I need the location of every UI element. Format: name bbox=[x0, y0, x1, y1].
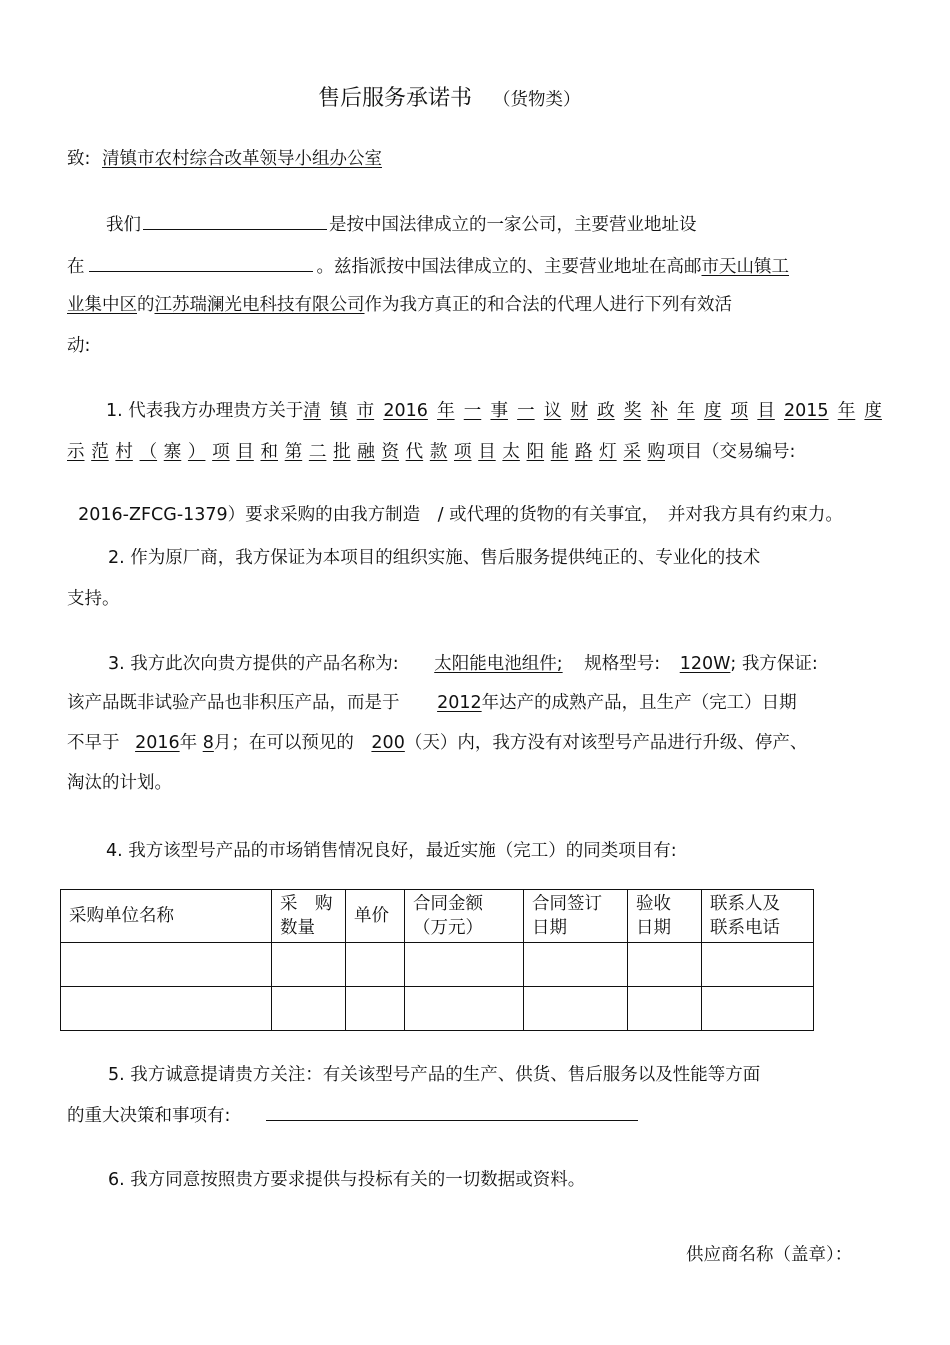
table-header-cell bbox=[524, 890, 628, 943]
project-name-token: 灯 bbox=[599, 442, 617, 462]
project-name-token: 寨 bbox=[163, 442, 182, 462]
project-name-token: 2015 bbox=[784, 401, 829, 421]
item2-line-2 bbox=[67, 588, 120, 610]
project-name-token: 和 bbox=[260, 442, 278, 462]
table-cell[interactable] bbox=[524, 987, 628, 1031]
intro-line-4 bbox=[67, 335, 90, 357]
project-name-token: ） bbox=[187, 442, 206, 462]
project-name-token: 项 bbox=[212, 442, 230, 462]
project-name-token: 市 bbox=[356, 401, 375, 421]
project-name-token: 清 bbox=[303, 401, 321, 421]
project-name-token: 阳 bbox=[526, 442, 545, 462]
header-text: 验收 bbox=[636, 894, 671, 914]
table-cell[interactable] bbox=[702, 943, 814, 987]
header-text: 联系人及 bbox=[710, 894, 780, 914]
project-name-token: （ bbox=[139, 442, 158, 462]
project-name-token: 采 bbox=[623, 442, 641, 462]
agent-address-part: 业集中区 bbox=[67, 295, 137, 315]
decisions-blank[interactable] bbox=[266, 1104, 638, 1121]
header-text: 单价 bbox=[354, 906, 389, 926]
item3-text: ; 我方保证: bbox=[730, 654, 818, 674]
item6-text: 6. 我方同意按照贵方要求提供与投标有关的一切数据或资料。 bbox=[108, 1170, 586, 1190]
item1-line-2 bbox=[67, 441, 839, 463]
project-name-token: 示 bbox=[67, 442, 85, 462]
project-name-token: 政 bbox=[597, 401, 615, 421]
item3-line-1 bbox=[108, 653, 818, 675]
item5-line-2 bbox=[67, 1104, 638, 1127]
item3-text: 淘汰的计划。 bbox=[67, 773, 172, 793]
product-name: 太阳能电池组件; bbox=[434, 654, 563, 674]
project-name-token: 目 bbox=[757, 401, 775, 421]
production-year: 2016 bbox=[135, 733, 180, 753]
item3-line-2 bbox=[67, 692, 797, 714]
header-text: 联系电话 bbox=[710, 918, 780, 938]
project-name-token: 年 bbox=[837, 401, 856, 421]
production-start-year: 2012 bbox=[437, 693, 482, 713]
project-name-part-2 bbox=[67, 441, 665, 463]
project-name-token: 年 bbox=[677, 401, 695, 421]
project-name-token: 一 bbox=[463, 401, 482, 421]
project-name-token: 2016 bbox=[383, 401, 428, 421]
table-cell[interactable] bbox=[61, 987, 272, 1031]
table-cell[interactable] bbox=[405, 987, 524, 1031]
item5-line-1 bbox=[108, 1064, 760, 1086]
item3-text: 年达产的成熟产品，且生产（完工）日期 bbox=[481, 693, 797, 713]
table-header-cell bbox=[346, 890, 405, 943]
item1-line-3 bbox=[67, 482, 843, 526]
address-blank[interactable] bbox=[89, 255, 313, 272]
intro-text: 的 bbox=[137, 295, 155, 315]
recipient-line bbox=[67, 148, 416, 170]
table-header-cell bbox=[702, 890, 814, 943]
project-name-token: 资 bbox=[381, 442, 399, 462]
intro-text: 在 bbox=[67, 257, 85, 277]
project-name-token: 度 bbox=[703, 401, 722, 421]
company-blank[interactable] bbox=[143, 213, 327, 230]
item3-text: 该产品既非试验产品也非积压产品，而是于 bbox=[67, 693, 400, 713]
project-name-token: 代 bbox=[405, 442, 424, 462]
item3-text: 规格型号: bbox=[584, 654, 661, 674]
project-name-token: 项 bbox=[454, 442, 472, 462]
item1-text: 2016-ZFCG-1379）要求采购的由我方制造 / 或代理的货物的有关事宜， 并对我方具有约束力。 bbox=[78, 505, 843, 525]
item5-text: 5. 我方诚意提请贵方关注：有关该型号产品的生产、供货、售后服务以及性能等方面 bbox=[108, 1065, 761, 1085]
intro-line-3 bbox=[67, 294, 732, 316]
item1-text: 1. 代表我方办理贵方关于 bbox=[106, 401, 304, 421]
table-cell[interactable] bbox=[628, 943, 702, 987]
project-name-token: 奖 bbox=[623, 401, 642, 421]
item3-text: （天）内，我方没有对该型号产品进行升级、停产、 bbox=[404, 733, 808, 753]
item3-line-4 bbox=[67, 772, 172, 794]
project-name-token: 年 bbox=[437, 401, 455, 421]
project-name-token: 购 bbox=[647, 442, 665, 462]
table-cell[interactable] bbox=[272, 987, 346, 1031]
header-text: 日期 bbox=[636, 918, 671, 938]
project-name-token: 范 bbox=[91, 442, 109, 462]
projects-table bbox=[60, 889, 814, 1031]
table-row bbox=[61, 943, 814, 987]
item1-text: 项目（交易编号: bbox=[667, 442, 796, 462]
page-title bbox=[318, 81, 581, 112]
project-name-token: 镇 bbox=[329, 401, 348, 421]
item5-text: 的重大决策和事项有: bbox=[67, 1106, 231, 1126]
item3-text: 月；在可以预见的 bbox=[213, 733, 354, 753]
header-text: 日期 bbox=[532, 918, 567, 938]
table-cell[interactable] bbox=[272, 943, 346, 987]
project-name-token: 项 bbox=[730, 401, 749, 421]
project-name-token: 融 bbox=[357, 442, 375, 462]
item1-line-1 bbox=[106, 400, 882, 422]
project-name-token: 补 bbox=[650, 401, 669, 421]
item4-text: 4. 我方该型号产品的市场销售情况良好，最近实施（完工）的同类项目有: bbox=[106, 841, 677, 861]
project-name-part-1 bbox=[303, 400, 882, 422]
table-header-row bbox=[61, 890, 814, 943]
project-name-token: 款 bbox=[429, 442, 448, 462]
item2-line-1 bbox=[108, 547, 760, 569]
intro-text: 是按中国法律成立的一家公司，主要营业地址设 bbox=[329, 215, 697, 235]
recipient-prefix: 致: bbox=[67, 149, 91, 169]
table-cell[interactable] bbox=[524, 943, 628, 987]
item3-text: 3. 我方此次向贵方提供的产品名称为: bbox=[108, 654, 399, 674]
supplier-name-label: 供应商名称（盖章）： bbox=[686, 1245, 853, 1265]
agent-address-part: 市天山镇工 bbox=[701, 257, 789, 277]
item3-text: 不早于 bbox=[67, 733, 120, 753]
recipient-name: 清镇市农村综合改革领导小组办公室 bbox=[101, 149, 382, 169]
header-text: 采购单位名称 bbox=[69, 906, 174, 926]
item2-text: 支持。 bbox=[67, 589, 120, 609]
item3-text: 年 bbox=[179, 733, 198, 753]
days-count: 200 bbox=[371, 733, 405, 753]
model-number: 120W bbox=[679, 654, 731, 674]
agent-company-name: 江苏瑞澜光电科技有限公司 bbox=[154, 295, 365, 315]
header-text: 合同签订 bbox=[532, 894, 602, 914]
project-name-token: 目 bbox=[478, 442, 496, 462]
item3-line-3 bbox=[67, 732, 807, 754]
header-text: 合同金额 bbox=[413, 894, 483, 914]
item2-text: 2. 作为原厂商，我方保证为本项目的组织实施、售后服务提供纯正的、专业化的技术 bbox=[108, 548, 761, 568]
project-name-token: 路 bbox=[574, 442, 593, 462]
project-name-token: 议 bbox=[543, 401, 562, 421]
header-text: 采 购 bbox=[280, 894, 333, 914]
intro-text: 我们 bbox=[106, 215, 141, 235]
title-note: （货物类） bbox=[493, 90, 581, 110]
table-cell[interactable] bbox=[702, 987, 814, 1031]
project-name-token: 批 bbox=[333, 442, 351, 462]
project-name-token: 度 bbox=[864, 401, 882, 421]
project-name-token: 村 bbox=[115, 442, 133, 462]
table-cell[interactable] bbox=[61, 943, 272, 987]
table-header-cell bbox=[628, 890, 702, 943]
table-header-cell bbox=[61, 890, 272, 943]
intro-text: 动: bbox=[67, 336, 91, 356]
project-name-token: 第 bbox=[284, 442, 303, 462]
project-name-token: 一 bbox=[517, 401, 535, 421]
project-name-token: 目 bbox=[236, 442, 254, 462]
intro-line-2 bbox=[67, 255, 839, 278]
intro-line-1 bbox=[106, 213, 697, 236]
table-cell[interactable] bbox=[628, 987, 702, 1031]
item6-line-1 bbox=[108, 1169, 585, 1191]
project-name-token: 太 bbox=[502, 442, 520, 462]
header-text: （万元） bbox=[413, 918, 483, 938]
production-month: 8 bbox=[202, 733, 214, 753]
table-row bbox=[61, 987, 814, 1031]
title-text: 售后服务承诺书 bbox=[318, 86, 473, 111]
table-header-cell bbox=[272, 890, 346, 943]
intro-text: 。兹指派按中国法律成立的、主要营业地址在高邮 bbox=[316, 257, 702, 277]
project-name-token: 二 bbox=[308, 442, 327, 462]
intro-text: 作为我方真正的和合法的代理人进行下列有效活 bbox=[364, 295, 732, 315]
signature-line bbox=[686, 1244, 852, 1266]
item4-line-1 bbox=[106, 840, 677, 862]
project-name-token: 能 bbox=[550, 442, 569, 462]
table-cell[interactable] bbox=[346, 987, 405, 1031]
table-cell[interactable] bbox=[346, 943, 405, 987]
header-text: 数量 bbox=[280, 918, 315, 938]
table-header-cell bbox=[405, 890, 524, 943]
project-name-token: 事 bbox=[490, 401, 508, 421]
table-cell[interactable] bbox=[405, 943, 524, 987]
project-name-token: 财 bbox=[570, 401, 588, 421]
